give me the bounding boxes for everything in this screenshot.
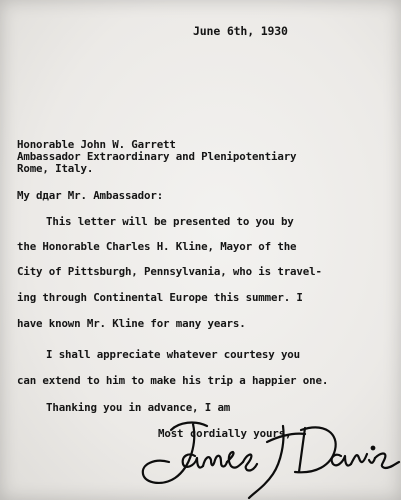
recipient-name: Honorable John W. Garrett <box>17 138 176 151</box>
letter-date: June 6th, 1930 <box>193 24 288 38</box>
body-line: have known Mr. Kline for many years. <box>17 317 246 330</box>
body-line: Thanking you in advance, I am <box>46 401 231 414</box>
handwritten-signature <box>135 412 401 500</box>
closing: Most cordially yours, <box>158 427 292 440</box>
recipient-title: Ambassador Extraordinary and Plenipotentiary <box>17 150 297 163</box>
recipient-location: Rome, Italy. <box>17 162 94 175</box>
body-line: can extend to him to make his trip a happier one. <box>17 374 329 387</box>
body-line: ing through Continental Europe this summer. I <box>17 291 303 304</box>
body-line: I shall appreciate whatever courtesy you <box>46 348 301 361</box>
body-line: City of Pittsburgh, Pennsylvania, who is travel- <box>17 265 322 278</box>
salutation: My dдar Mr. Ambassador: <box>17 189 164 202</box>
body-line: This letter will be presented to you by <box>46 215 294 228</box>
body-line: the Honorable Charles H. Kline, Mayor of the <box>17 240 297 253</box>
